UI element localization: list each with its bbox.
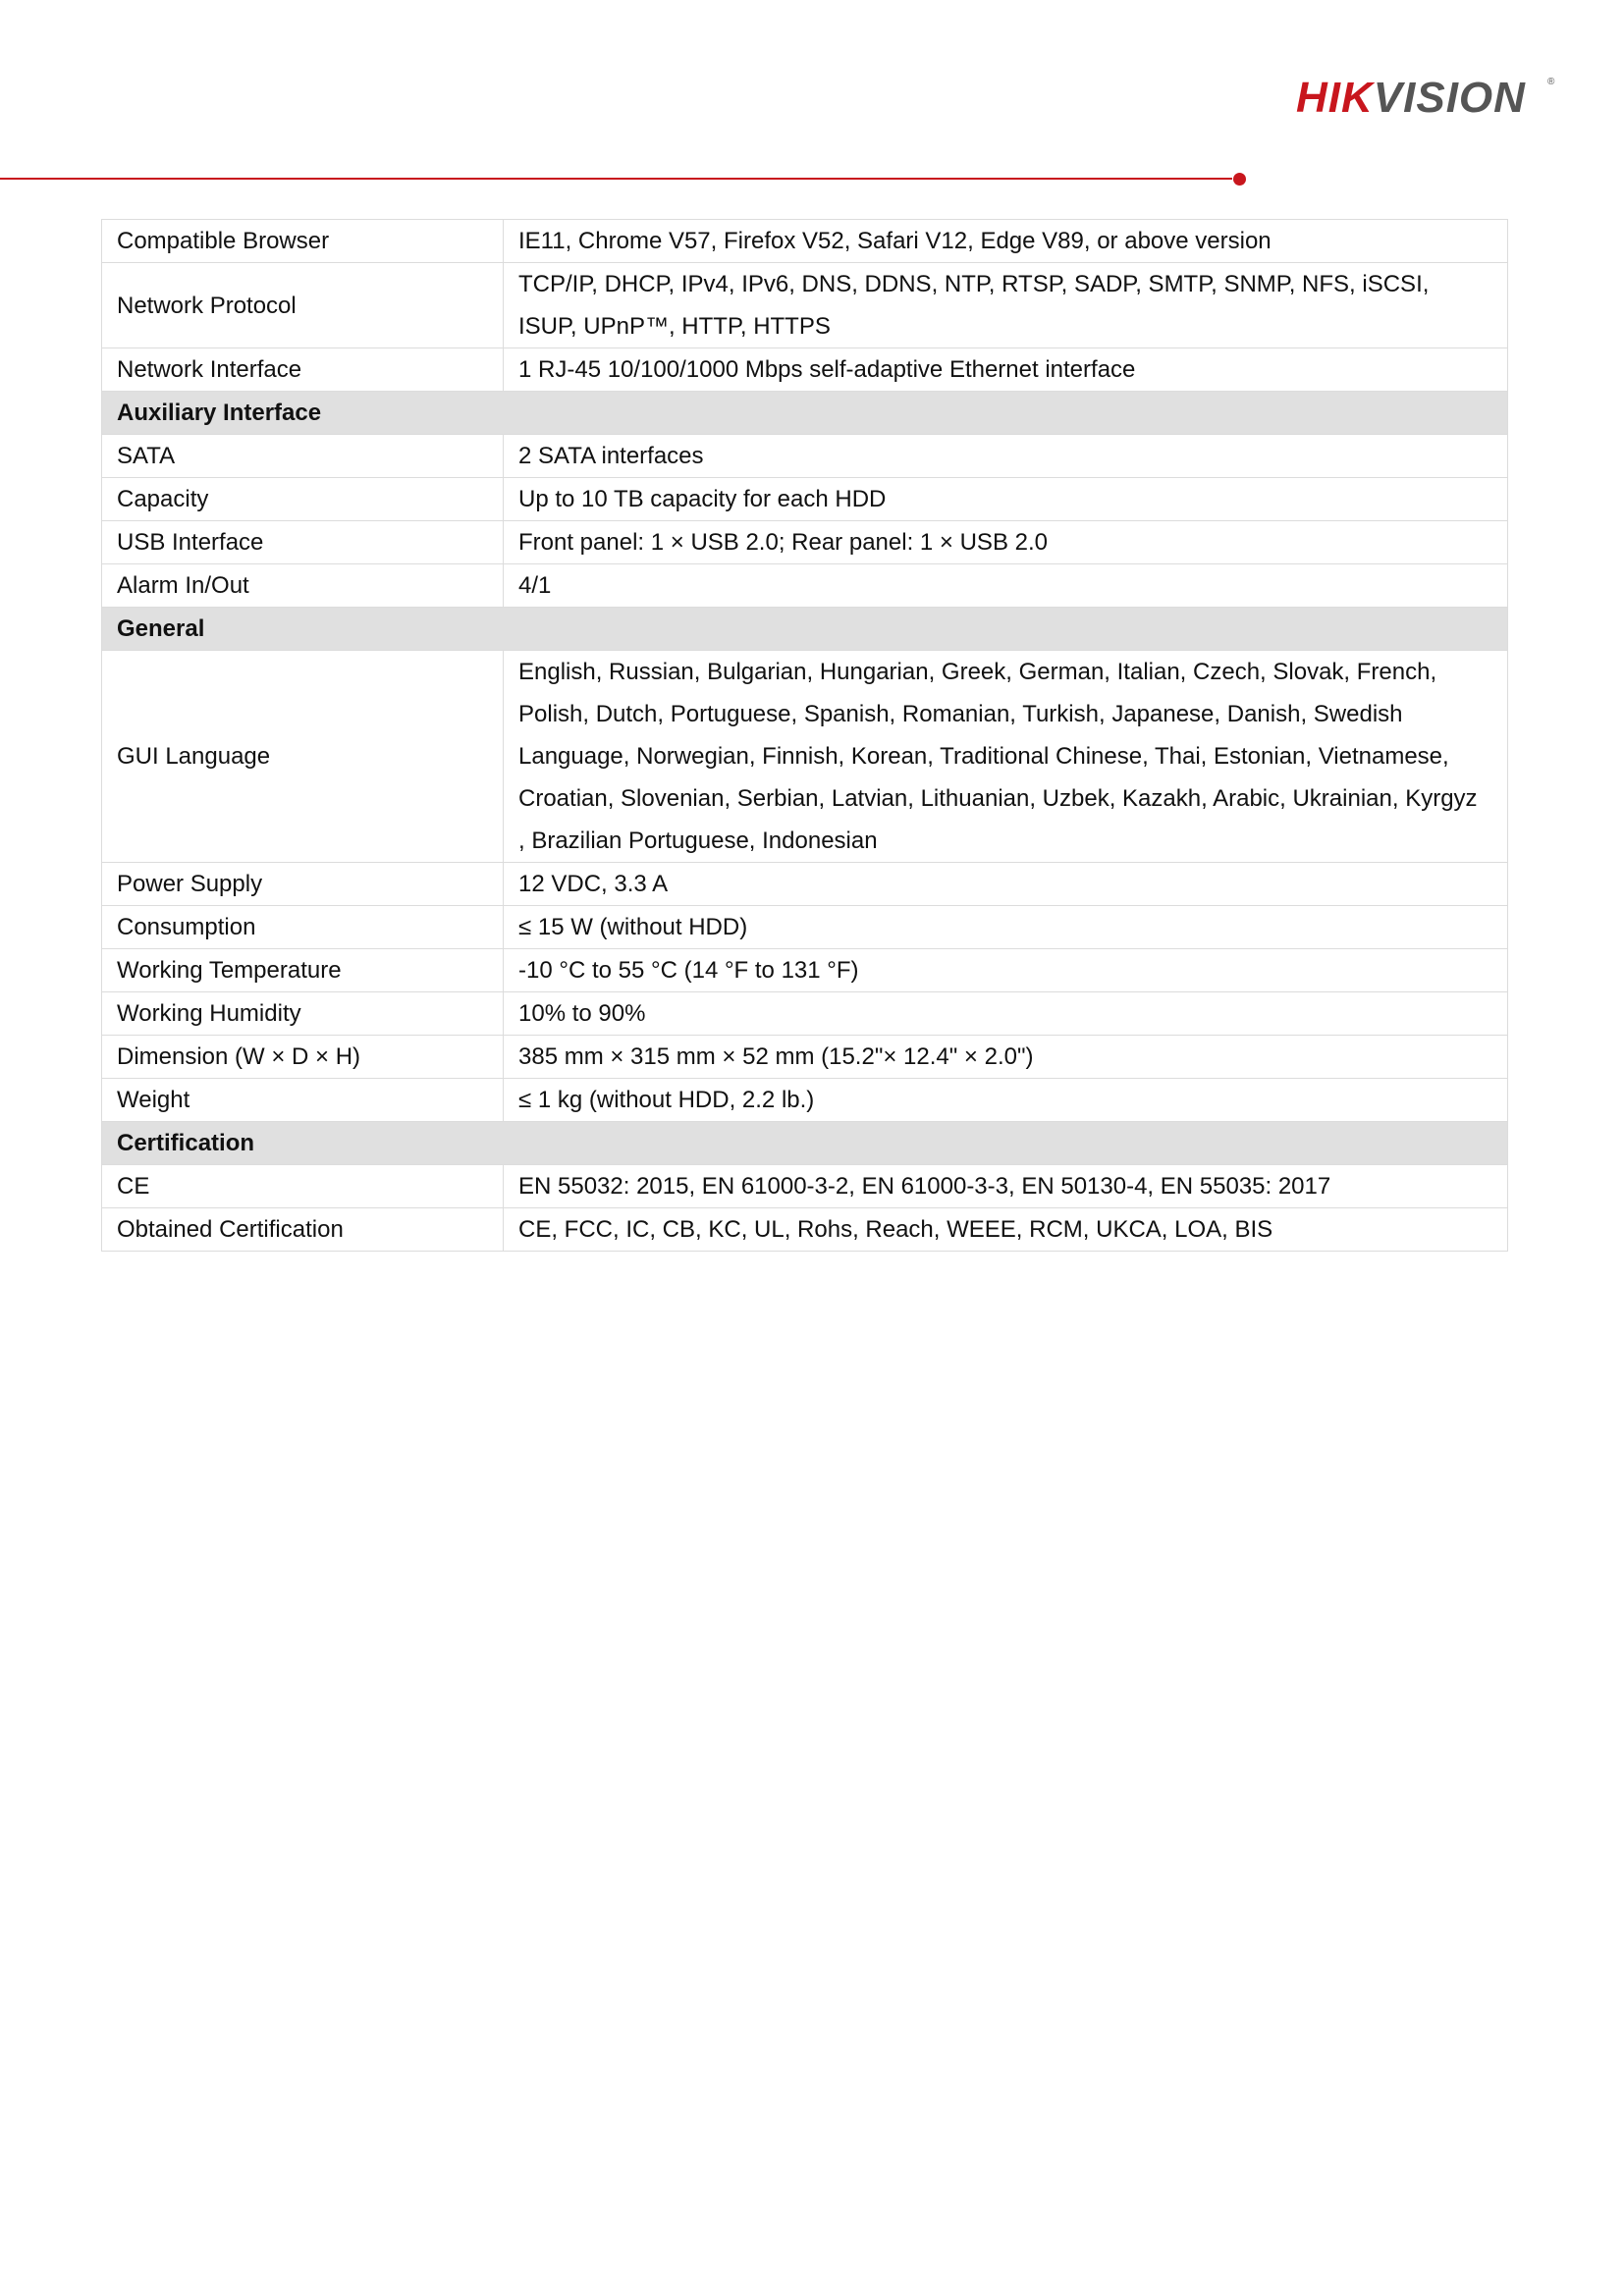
spec-label: Obtained Certification bbox=[102, 1208, 504, 1252]
table-row bbox=[102, 651, 1508, 863]
spec-label: Working Temperature bbox=[102, 949, 504, 992]
spec-label: Capacity bbox=[102, 478, 504, 521]
spec-value: English, Russian, Bulgarian, Hungarian, Greek, German, Italian, Czech, Slovak, French, Polish, Dutch, Portuguese, Spanish, Romanian, Turkish, Japanese, Danish, Swedish Language, Norwegian, Finnish, Korean, Traditional Chinese, Thai, Estonian, Vietnamese, Croatian, Slovenian, Serbian, Latvian, Lithuanian, Uzbek, Kazakh, Arabic, Ukrainian, Kyrgyz , Brazilian Portuguese, Indonesian bbox=[504, 651, 1508, 863]
spec-label: GUI Language bbox=[102, 651, 504, 863]
spec-label: Working Humidity bbox=[102, 992, 504, 1036]
spec-value: EN 55032: 2015, EN 61000-3-2, EN 61000-3-3, EN 50130-4, EN 55035: 2017 bbox=[504, 1165, 1508, 1208]
spec-label: Power Supply bbox=[102, 863, 504, 906]
table-row bbox=[102, 348, 1508, 392]
spec-label: Compatible Browser bbox=[102, 220, 504, 263]
section-header: Certification bbox=[102, 1122, 1508, 1165]
spec-value: Up to 10 TB capacity for each HDD bbox=[504, 478, 1508, 521]
spec-value: 4/1 bbox=[504, 564, 1508, 608]
spec-value: Front panel: 1 × USB 2.0; Rear panel: 1 × USB 2.0 bbox=[504, 521, 1508, 564]
table-row bbox=[102, 478, 1508, 521]
section-header-row bbox=[102, 392, 1508, 435]
table-row bbox=[102, 863, 1508, 906]
specification-table bbox=[101, 219, 1508, 1252]
table-row bbox=[102, 1036, 1508, 1079]
table-row bbox=[102, 949, 1508, 992]
table-row bbox=[102, 1208, 1508, 1252]
table-row bbox=[102, 1165, 1508, 1208]
table-row bbox=[102, 1079, 1508, 1122]
svg-text:HIKVISION: HIKVISION bbox=[1296, 74, 1526, 122]
spec-value: TCP/IP, DHCP, IPv4, IPv6, DNS, DDNS, NTP, RTSP, SADP, SMTP, SNMP, NFS, iSCSI, ISUP, UPnP™, HTTP, HTTPS bbox=[504, 263, 1508, 348]
specification-table-body bbox=[102, 220, 1508, 1252]
spec-value: CE, FCC, IC, CB, KC, UL, Rohs, Reach, WEEE, RCM, UKCA, LOA, BIS bbox=[504, 1208, 1508, 1252]
table-row bbox=[102, 435, 1508, 478]
spec-value: IE11, Chrome V57, Firefox V52, Safari V12, Edge V89, or above version bbox=[504, 220, 1508, 263]
spec-value: -10 °C to 55 °C (14 °F to 131 °F) bbox=[504, 949, 1508, 992]
spec-label: CE bbox=[102, 1165, 504, 1208]
hikvision-logo bbox=[1294, 71, 1559, 122]
header-divider-dot bbox=[1233, 173, 1246, 186]
section-header-row bbox=[102, 1122, 1508, 1165]
section-header: Auxiliary Interface bbox=[102, 392, 1508, 435]
table-row bbox=[102, 220, 1508, 263]
table-row bbox=[102, 906, 1508, 949]
spec-label: SATA bbox=[102, 435, 504, 478]
header-divider-line bbox=[0, 178, 1232, 180]
table-row bbox=[102, 263, 1508, 348]
spec-label: Consumption bbox=[102, 906, 504, 949]
spec-label: Weight bbox=[102, 1079, 504, 1122]
section-header-row bbox=[102, 608, 1508, 651]
table-row bbox=[102, 521, 1508, 564]
spec-label: Dimension (W × D × H) bbox=[102, 1036, 504, 1079]
spec-value: ≤ 1 kg (without HDD, 2.2 lb.) bbox=[504, 1079, 1508, 1122]
svg-text:®: ® bbox=[1547, 77, 1555, 87]
section-header: General bbox=[102, 608, 1508, 651]
table-row bbox=[102, 992, 1508, 1036]
spec-label: USB Interface bbox=[102, 521, 504, 564]
spec-value: 10% to 90% bbox=[504, 992, 1508, 1036]
table-row bbox=[102, 564, 1508, 608]
spec-value: ≤ 15 W (without HDD) bbox=[504, 906, 1508, 949]
spec-value: 12 VDC, 3.3 A bbox=[504, 863, 1508, 906]
spec-value: 1 RJ-45 10/100/1000 Mbps self-adaptive Ethernet interface bbox=[504, 348, 1508, 392]
spec-label: Network Protocol bbox=[102, 263, 504, 348]
spec-value: 2 SATA interfaces bbox=[504, 435, 1508, 478]
spec-value: 385 mm × 315 mm × 52 mm (15.2"× 12.4" × 2.0") bbox=[504, 1036, 1508, 1079]
spec-label: Alarm In/Out bbox=[102, 564, 504, 608]
spec-label: Network Interface bbox=[102, 348, 504, 392]
hikvision-logo-graphic bbox=[1294, 71, 1559, 122]
